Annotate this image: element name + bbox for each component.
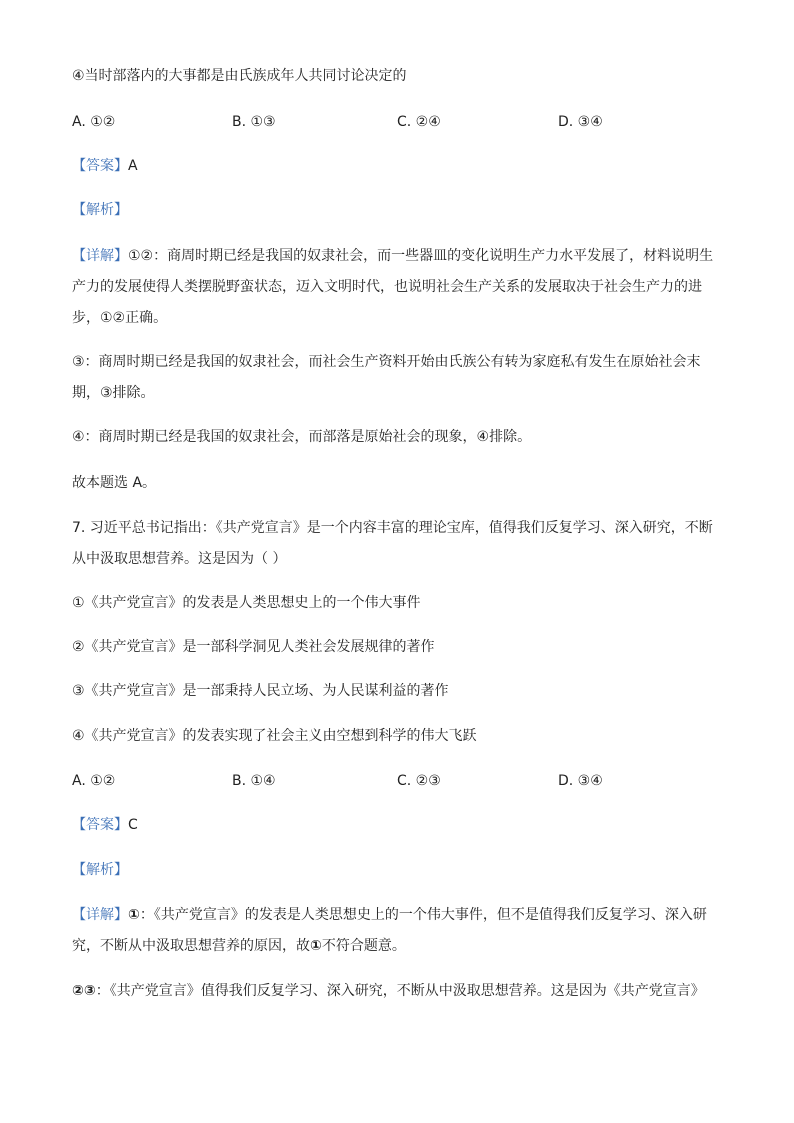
- q7-statement-2: ②《共产党宣言》是一部科学洞见人类社会发展规律的著作: [72, 639, 435, 655]
- detail-text: ①②：商周时期已经是我国的奴隶社会，而一些器皿的变化说明生产力水平发展了，材料说明生: [128, 248, 714, 264]
- detail-text-pre: 究，不断从中汲取思想营养的原因，故: [72, 938, 310, 954]
- analysis-tag: 【解析】: [72, 202, 128, 218]
- q7-statement-1: ①《共产党宣言》的发表是人类思想史上的一个伟大事件: [72, 595, 421, 611]
- q7-statement-4: ④《共产党宣言》的发表实现了社会主义由空想到科学的伟大飞跃: [72, 728, 477, 744]
- q7-statement-3: ③《共产党宣言》是一部秉持人民立场、为人民谋利益的著作: [72, 683, 449, 699]
- answer-value: C: [128, 817, 138, 833]
- detail-tag: 【详解】: [72, 907, 128, 923]
- q7-detail-line-1: [72, 905, 722, 925]
- q6-paragraph-2-line-1: ③：商周时期已经是我国的奴隶社会，而社会生产资料开始由氏族公有转为家庭私有发生在原始社会末: [72, 354, 701, 370]
- q6-statement-4: ④当时部落内的大事都是由氏族成年人共同讨论决定的: [72, 68, 407, 84]
- detail-tag: 【详解】: [72, 248, 128, 264]
- q6-detail-line-3: 步，①②正确。: [72, 310, 168, 326]
- analysis-tag: 【解析】: [72, 862, 128, 878]
- q6-option-a: A. ①②: [72, 114, 116, 130]
- detail-text-post: 不符合题意。: [321, 938, 406, 954]
- q6-paragraph-3: ④：商周时期已经是我国的奴隶社会，而部落是原始社会的现象，④排除。: [72, 429, 532, 445]
- detail-text: ：《共产党宣言》的发表是人类思想史上的一个伟大事件，但不是值得我们反复学习、深入研: [139, 907, 707, 923]
- q7-option-a: A. ①②: [72, 773, 116, 789]
- answer-tag: 【答案】: [72, 817, 128, 833]
- answer-value: A: [128, 158, 138, 174]
- q7-stem-line-1: 7. 习近平总书记指出：《共产党宣言》是一个内容丰富的理论宝库，值得我们反复学习、深入研究，不断: [72, 520, 713, 536]
- q7-detail-line-2: [72, 936, 722, 956]
- q7-stem-line-2: 从中汲取思想营养。这是因为（ ）: [72, 551, 287, 567]
- q6-option-b: B. ①③: [232, 114, 276, 130]
- q7-answer: [72, 815, 722, 835]
- q6-detail-line-1: [72, 246, 722, 266]
- q6-option-c: C. ②④: [397, 114, 441, 130]
- q7-options: [72, 771, 722, 791]
- detail-mark: ①: [310, 938, 322, 954]
- q7-paragraph-2: [72, 981, 722, 1001]
- paragraph-text: ：《共产党宣言》值得我们反复学习、深入研究，不断从中汲取思想营养。这是因为《共产党宣言》: [95, 983, 705, 999]
- detail-mark: ①: [128, 907, 140, 923]
- q6-options: [72, 112, 722, 132]
- q6-detail-line-2: 产力的发展使得人类摆脱野蛮状态，迈入文明时代，也说明社会生产关系的发展取决于社会生产力的进: [72, 279, 702, 295]
- q6-option-d: D. ③④: [558, 114, 603, 130]
- q6-answer: [72, 156, 722, 176]
- paragraph-mark: ②③: [72, 983, 96, 999]
- q6-conclusion: 故本题选 A。: [72, 475, 157, 491]
- answer-tag: 【答案】: [72, 158, 128, 174]
- q6-paragraph-2-line-2: 期，③排除。: [72, 385, 155, 401]
- q7-option-c: C. ②③: [397, 773, 441, 789]
- q7-option-b: B. ①④: [232, 773, 276, 789]
- q6-analysis-heading: [72, 200, 722, 220]
- q7-analysis-heading: [72, 860, 722, 880]
- q7-option-d: D. ③④: [558, 773, 603, 789]
